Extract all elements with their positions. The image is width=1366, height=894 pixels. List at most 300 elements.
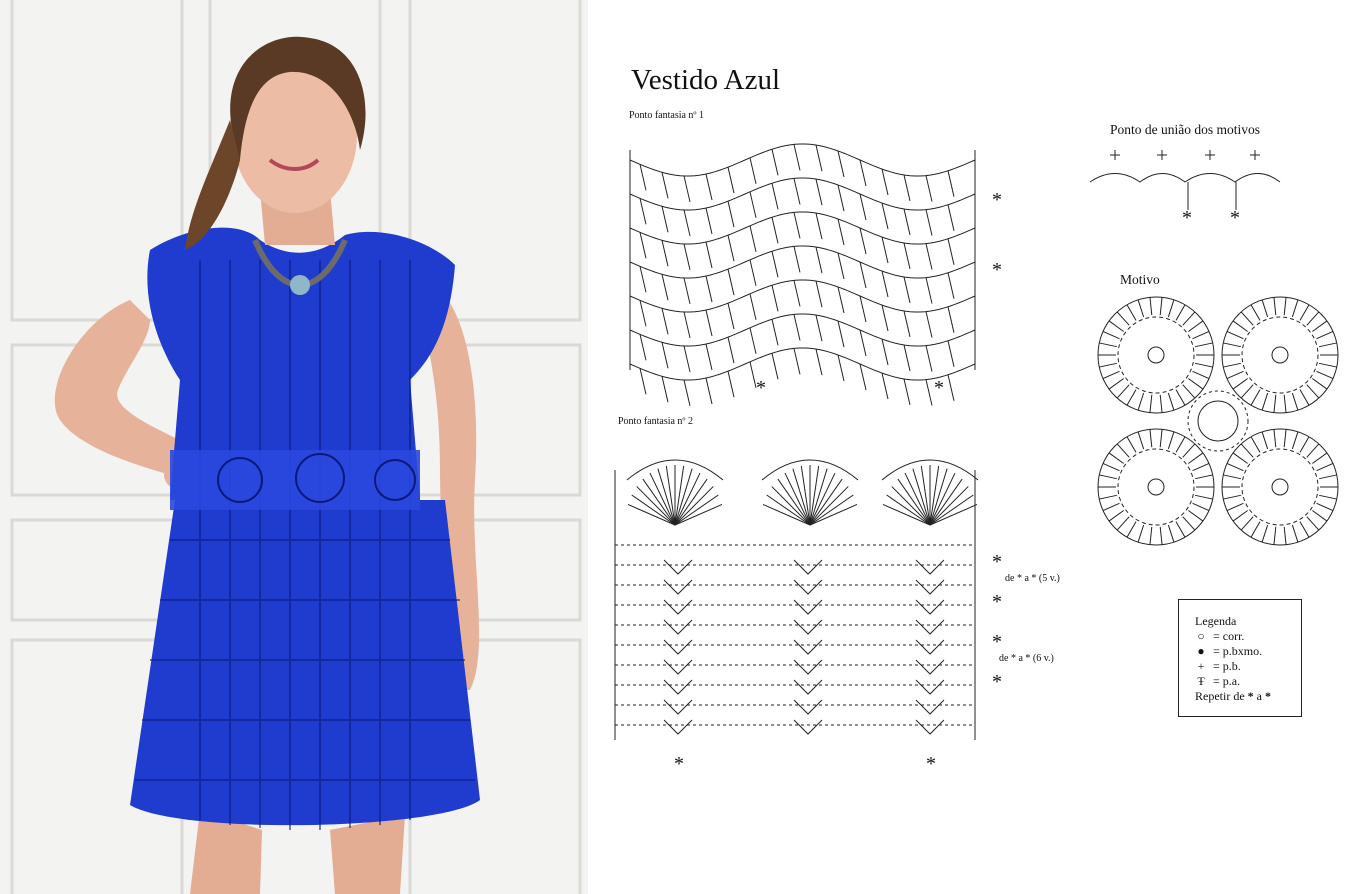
v-stitch (794, 560, 822, 574)
motif-spoke (1188, 379, 1203, 390)
stitch-mark (948, 273, 954, 299)
motif-spoke (1099, 475, 1117, 479)
stitch-mark (838, 253, 844, 279)
asterisk-icon: * (992, 671, 1002, 693)
stitch-mark (728, 167, 734, 193)
legend-title: Legenda (1195, 614, 1237, 628)
v-stitch (664, 560, 692, 574)
page-title: Vestido Azul (631, 64, 781, 96)
motif-spoke (1233, 321, 1248, 332)
motif-spoke (1292, 525, 1298, 542)
stitch-mark (772, 251, 778, 277)
stitch-mark (684, 312, 690, 338)
motif-spoke (1233, 453, 1248, 464)
stitch-mark (706, 378, 712, 404)
v-stitch (916, 600, 944, 614)
motif-spoke (1138, 432, 1144, 449)
motif-spoke (1127, 522, 1136, 538)
stitch-row (630, 212, 975, 244)
v-stitch (664, 720, 692, 734)
motif-spoke (1127, 390, 1136, 406)
legend-item (1195, 629, 1301, 644)
asterisk-icon: * (934, 377, 944, 399)
motif-spoke (1103, 503, 1119, 510)
motif-spoke (1251, 390, 1260, 406)
stitch-mark (948, 307, 954, 333)
motif-spoke (1109, 321, 1124, 332)
stitch-mark (838, 355, 844, 381)
stitch-mark (904, 379, 910, 405)
stitch-mark (640, 368, 646, 394)
stitch-mark (926, 380, 932, 406)
stitch-mark (882, 237, 888, 263)
stitch-mark (838, 219, 844, 245)
stitch-mark (662, 274, 668, 300)
motif-spoke (1300, 522, 1309, 538)
motif-spoke (1193, 463, 1209, 470)
stitch-mark (838, 185, 844, 211)
motif-spoke (1274, 297, 1276, 315)
motif-spoke (1103, 371, 1119, 378)
legend-item-text: = p.bxmo. (1213, 644, 1263, 658)
motif-spoke (1312, 379, 1327, 390)
stitch-mark (728, 201, 734, 227)
motif-ring (1118, 449, 1194, 525)
fan-stitch (632, 495, 675, 525)
motif-spoke (1099, 343, 1117, 347)
motif-spoke (1195, 475, 1213, 479)
diagram2-label: Ponto fantasia nº 2 (618, 416, 694, 427)
stitch-mark (794, 178, 800, 204)
stitch-mark (860, 228, 866, 254)
motif-spoke (1307, 385, 1319, 398)
stitch-mark (904, 311, 910, 337)
motif-spoke (1176, 305, 1185, 321)
motif-spoke (1193, 331, 1209, 338)
stitch-mark (926, 210, 932, 236)
stitch-mark (772, 285, 778, 311)
stitch-mark (706, 242, 712, 268)
legend-item (1195, 659, 1301, 674)
motif-spoke (1168, 525, 1174, 542)
motif-spoke (1241, 312, 1253, 325)
motif-spoke (1274, 429, 1276, 447)
v-stitch (794, 640, 822, 654)
v-stitch (794, 720, 822, 734)
stitch-mark (728, 337, 734, 363)
stitch-mark (926, 346, 932, 372)
stitch-mark (860, 296, 866, 322)
stitch-mark (640, 334, 646, 360)
motif-spoke (1227, 463, 1243, 470)
motif-spoke (1300, 437, 1309, 453)
motif-spoke (1317, 463, 1333, 470)
motif-spoke (1176, 522, 1185, 538)
chain-stitch-icon: ○ (1197, 629, 1205, 643)
stitch-mark (706, 208, 712, 234)
motif-chart (1098, 297, 1338, 545)
stitch-mark (640, 266, 646, 292)
stitch-mark (904, 345, 910, 371)
motif-center (1148, 479, 1164, 495)
motif-spoke (1317, 371, 1333, 378)
motif-spoke (1183, 444, 1195, 457)
stitch-mark (640, 232, 646, 258)
motif-spoke (1307, 517, 1319, 530)
stitch-mark (706, 276, 712, 302)
stitch-mark (772, 319, 778, 345)
slip-stitch-icon: ● (1197, 644, 1205, 658)
v-stitch (916, 580, 944, 594)
stitch-mark (816, 213, 822, 239)
motif-center (1272, 479, 1288, 495)
motif-label: Motivo (1120, 272, 1160, 287)
motif-spoke (1103, 463, 1119, 470)
stitch-row (630, 246, 975, 278)
stitch-mark (948, 205, 954, 231)
motif-spoke (1227, 503, 1243, 510)
stitch-mark (684, 176, 690, 202)
motif-spoke (1274, 395, 1276, 413)
motif-spoke (1317, 503, 1333, 510)
stitch-row (630, 280, 975, 312)
motif-spoke (1312, 511, 1327, 522)
motif-spoke (1193, 503, 1209, 510)
single-crochet-icon: + (1197, 659, 1205, 673)
motif-spoke (1099, 495, 1117, 499)
stitch-mark (684, 244, 690, 270)
legend-item (1195, 644, 1301, 659)
legend-item-text: = corr. (1213, 629, 1245, 643)
stitch-mark (750, 294, 756, 320)
v-stitch (916, 680, 944, 694)
motif-spoke (1195, 343, 1213, 347)
double-crochet-icon: Ŧ (1197, 674, 1205, 688)
stitch-mark (706, 344, 712, 370)
stitch-mark (750, 226, 756, 252)
motif-core (1198, 401, 1238, 441)
motif-spoke (1319, 495, 1337, 499)
stitch-mark (926, 278, 932, 304)
stitch-mark (706, 310, 712, 336)
motif-spoke (1183, 312, 1195, 325)
legend-repeat-note (1195, 689, 1301, 704)
legend-item (1195, 674, 1301, 689)
stitch-mark (728, 371, 734, 397)
junction-label: Ponto de união dos motivos (1110, 122, 1261, 137)
motif-spoke (1150, 429, 1152, 447)
stitch-mark (684, 278, 690, 304)
motif-spoke (1195, 363, 1213, 367)
motif-spoke (1319, 475, 1337, 479)
stitch-mark (750, 192, 756, 218)
legend-item-text: = p.b. (1213, 659, 1241, 673)
motif-spoke (1312, 453, 1327, 464)
motif-spoke (1160, 297, 1162, 315)
stitch-mark (948, 341, 954, 367)
motif-spoke (1227, 331, 1243, 338)
stitch-mark (882, 373, 888, 399)
motif-spoke (1241, 444, 1253, 457)
motif-spoke (1160, 527, 1162, 545)
motif-spoke (1241, 385, 1253, 398)
diagram1-label: Ponto fantasia nº 1 (629, 110, 705, 121)
motif-spoke (1307, 444, 1319, 457)
stitch-mark (860, 194, 866, 220)
fan-stitch (930, 495, 973, 525)
legend-item-text: = p.a. (1213, 674, 1241, 688)
motif-spoke (1300, 390, 1309, 406)
stitch-mark (882, 203, 888, 229)
stitch-mark (926, 312, 932, 338)
motif-spoke (1109, 511, 1124, 522)
motif-spoke (1160, 429, 1162, 447)
motif-spoke (1262, 393, 1268, 410)
motif-spoke (1284, 429, 1286, 447)
motif-spoke (1127, 305, 1136, 321)
motif-spoke (1241, 517, 1253, 530)
v-stitch (794, 680, 822, 694)
motif-spoke (1195, 495, 1213, 499)
asterisk-icon: * (926, 753, 936, 775)
motif-spoke (1188, 321, 1203, 332)
motif-spoke (1183, 385, 1195, 398)
motif-spoke (1312, 321, 1327, 332)
v-stitch (794, 600, 822, 614)
motif-spoke (1262, 432, 1268, 449)
stitch-mark (860, 364, 866, 390)
stitch-mark (772, 353, 778, 379)
motif-spoke (1223, 343, 1241, 347)
stitch-row (630, 178, 975, 210)
repeat-star-icon: * (1247, 689, 1254, 703)
motif-spoke (1251, 305, 1260, 321)
stitch-mark (640, 164, 646, 190)
motif-spoke (1307, 312, 1319, 325)
v-stitch (664, 660, 692, 674)
stitch-mark (860, 330, 866, 356)
stitch-mark (640, 198, 646, 224)
stitch-mark (882, 339, 888, 365)
motif-spoke (1193, 371, 1209, 378)
asterisk-icon: * (992, 631, 1002, 653)
stitch-chart-2 (615, 460, 978, 740)
motif-spoke (1284, 527, 1286, 545)
motif-spoke (1284, 395, 1286, 413)
stitch-mark (816, 315, 822, 341)
stitch-mark (794, 280, 800, 306)
stitch-mark (728, 269, 734, 295)
fan-stitch (675, 495, 718, 525)
asterisk-icon: * (1230, 207, 1240, 229)
stitch-mark (948, 239, 954, 265)
fan-stitch (810, 495, 853, 525)
motif-spoke (1099, 363, 1117, 367)
stitch-mark (838, 321, 844, 347)
stitch-mark (684, 346, 690, 372)
stitch-mark (904, 277, 910, 303)
motif-spoke (1292, 393, 1298, 410)
v-stitch (916, 620, 944, 634)
stitch-mark (904, 243, 910, 269)
stitch-mark (838, 151, 844, 177)
motif-spoke (1251, 437, 1260, 453)
motif-spoke (1188, 453, 1203, 464)
junction-chart (1090, 150, 1280, 210)
fan-stitch (887, 495, 930, 525)
motif-spoke (1262, 525, 1268, 542)
stitch-mark (794, 144, 800, 170)
repeat-note-b: de * a * (6 v.) (999, 653, 1054, 664)
v-stitch (664, 620, 692, 634)
motif-spoke (1251, 522, 1260, 538)
stitch-mark (794, 246, 800, 272)
stitch-row (630, 348, 975, 380)
motif-spoke (1233, 379, 1248, 390)
stitch-mark (772, 217, 778, 243)
motif-spoke (1183, 517, 1195, 530)
stitch-mark (662, 172, 668, 198)
stitch-mark (816, 247, 822, 273)
asterisk-icon: * (756, 377, 766, 399)
stitch-mark (662, 240, 668, 266)
asterisk-icon: * (992, 551, 1002, 573)
motif-spoke (1150, 395, 1152, 413)
stitch-mark (838, 287, 844, 313)
v-stitch (664, 600, 692, 614)
motif-spoke (1284, 297, 1286, 315)
stitch-mark (904, 175, 910, 201)
v-stitch (916, 560, 944, 574)
motif-spoke (1317, 331, 1333, 338)
v-stitch (794, 620, 822, 634)
v-stitch (916, 720, 944, 734)
motif-ring (1242, 449, 1318, 525)
motif-center (1272, 347, 1288, 363)
motif-core-ring (1188, 391, 1248, 451)
stitch-row (630, 144, 975, 176)
motif-spoke (1138, 393, 1144, 410)
stitch-mark (728, 235, 734, 261)
v-stitch (664, 700, 692, 714)
stitch-mark (948, 171, 954, 197)
asterisk-icon: * (992, 259, 1002, 281)
repeat-prefix: Repetir de (1195, 689, 1245, 703)
motif-spoke (1262, 300, 1268, 317)
stitch-mark (706, 174, 712, 200)
motif-spoke (1168, 300, 1174, 317)
stitch-mark (816, 179, 822, 205)
stitch-mark (794, 348, 800, 374)
stitch-mark (794, 314, 800, 340)
v-stitch (916, 660, 944, 674)
motif-spoke (1300, 305, 1309, 321)
motif-spoke (1160, 395, 1162, 413)
motif-ring (1242, 317, 1318, 393)
stitch-mark (640, 300, 646, 326)
motif-spoke (1292, 432, 1298, 449)
motif-spoke (1109, 379, 1124, 390)
motif-spoke (1117, 312, 1129, 325)
v-stitch (664, 640, 692, 654)
motif-spoke (1319, 363, 1337, 367)
stitch-mark (816, 145, 822, 171)
repeat-markers (674, 189, 1240, 775)
stitch-mark (860, 262, 866, 288)
v-stitch (794, 660, 822, 674)
motif-center (1148, 347, 1164, 363)
stitch-mark (926, 244, 932, 270)
stitch-mark (948, 375, 954, 401)
motif-spoke (1168, 393, 1174, 410)
v-stitch (916, 700, 944, 714)
repeat-note-a: de * a * (5 v.) (1005, 573, 1060, 584)
motif-spoke (1138, 300, 1144, 317)
motif-spoke (1223, 363, 1241, 367)
stitch-mark (904, 209, 910, 235)
motif-spoke (1117, 444, 1129, 457)
stitch-mark (860, 160, 866, 186)
motif-ring (1118, 317, 1194, 393)
motif-spoke (1319, 343, 1337, 347)
v-stitch (794, 580, 822, 594)
stitch-mark (750, 260, 756, 286)
fan-stitch (767, 495, 810, 525)
stitch-mark (794, 212, 800, 238)
stitch-mark (684, 210, 690, 236)
motif-spoke (1188, 511, 1203, 522)
stitch-mark (926, 176, 932, 202)
motif-spoke (1117, 385, 1129, 398)
stitch-mark (662, 342, 668, 368)
stitch-mark (662, 308, 668, 334)
stitch-mark (684, 380, 690, 406)
motif-spoke (1292, 300, 1298, 317)
motif-spoke (1103, 331, 1119, 338)
asterisk-icon: * (992, 189, 1002, 211)
asterisk-icon: * (1182, 207, 1192, 229)
motif-spoke (1109, 453, 1124, 464)
stitch-row (630, 314, 975, 346)
repeat-star-icon: * (1264, 689, 1271, 703)
stitch-mark (772, 183, 778, 209)
stitch-mark (728, 303, 734, 329)
legend-box (1178, 599, 1302, 717)
stitch-mark (816, 281, 822, 307)
stitch-mark (882, 271, 888, 297)
motif-spoke (1150, 297, 1152, 315)
motif-spoke (1233, 511, 1248, 522)
asterisk-icon: * (674, 753, 684, 775)
stitch-mark (750, 328, 756, 354)
motif-spoke (1138, 525, 1144, 542)
v-stitch (916, 640, 944, 654)
asterisk-icon: * (992, 591, 1002, 613)
stitch-mark (662, 376, 668, 402)
motif-spoke (1176, 390, 1185, 406)
motif-spoke (1176, 437, 1185, 453)
repeat-mid: a (1256, 689, 1262, 703)
stitch-mark (816, 349, 822, 375)
motif-spoke (1223, 495, 1241, 499)
stitch-mark (662, 206, 668, 232)
stitch-chart-1 (630, 144, 975, 406)
stitch-mark (882, 305, 888, 331)
junction-chain (1090, 174, 1280, 183)
motif-spoke (1117, 517, 1129, 530)
motif-spoke (1274, 527, 1276, 545)
motif-spoke (1223, 475, 1241, 479)
